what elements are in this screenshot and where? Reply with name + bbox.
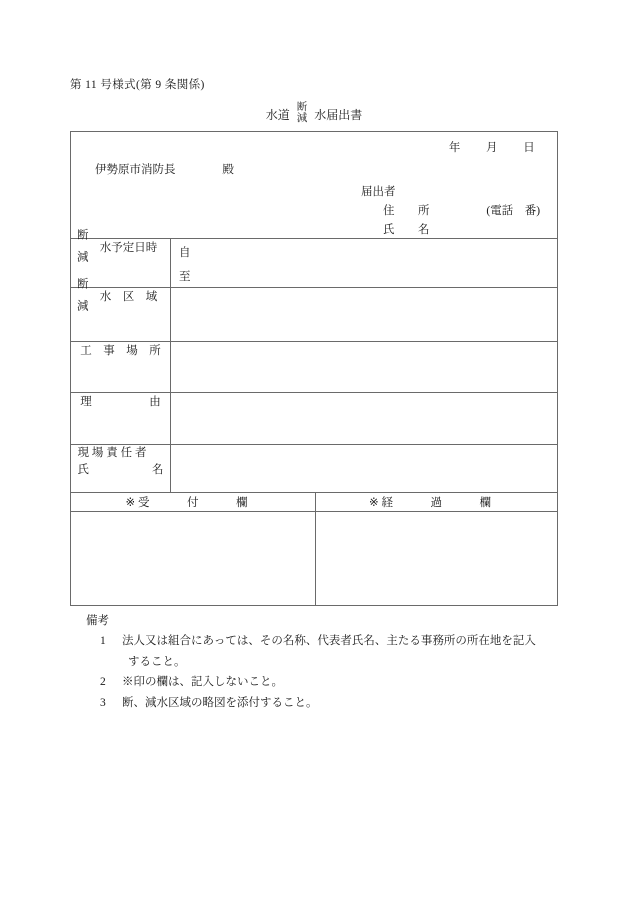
title-stack-bottom: 減 bbox=[296, 112, 308, 124]
table-row-reason bbox=[71, 393, 558, 445]
official-use-table bbox=[70, 492, 558, 606]
receipt-column-header bbox=[71, 493, 316, 512]
supervisor-label-block bbox=[78, 445, 164, 478]
label-cell-worksite bbox=[71, 342, 171, 393]
document-title bbox=[70, 102, 558, 123]
applicant-label: 届出者 bbox=[361, 186, 396, 198]
official-use-header-row bbox=[71, 493, 558, 512]
date-day-label: 日 bbox=[523, 142, 535, 154]
label-cell-area bbox=[71, 278, 171, 342]
applicant-block bbox=[361, 183, 540, 240]
name-label: 氏 名 bbox=[383, 224, 436, 236]
main-form-table bbox=[70, 131, 558, 493]
schedule-from-label: 自 bbox=[179, 247, 191, 259]
reason-label: 理 由 bbox=[80, 396, 161, 408]
table-row-supervisor bbox=[71, 445, 558, 493]
remarks-list bbox=[86, 631, 536, 713]
value-cell-worksite[interactable] bbox=[171, 342, 558, 393]
worksite-label: 工 事 場 所 bbox=[80, 345, 161, 357]
address-label: 住 所 bbox=[383, 205, 436, 217]
table-row-addressee bbox=[71, 132, 558, 239]
date-year-label: 年 bbox=[448, 142, 461, 154]
table-row-worksite bbox=[71, 342, 558, 393]
applicant-address-row bbox=[361, 202, 540, 221]
supervisor-name-label-a: 氏 bbox=[77, 463, 89, 476]
remark-number-3: 3 bbox=[100, 696, 106, 709]
remarks-heading: 備考 bbox=[86, 615, 109, 627]
title-stack-top: 断 bbox=[296, 102, 308, 113]
value-cell-schedule[interactable] bbox=[171, 239, 558, 288]
progress-mark: ※ bbox=[368, 497, 379, 509]
value-cell-supervisor[interactable] bbox=[171, 445, 558, 493]
title-stacked-dan-gen bbox=[297, 103, 308, 124]
table-row-schedule bbox=[71, 239, 558, 288]
addressee-name: 伊勢原市消防長 bbox=[95, 164, 176, 176]
supervisor-label-line1: 現 場 責 任 者 bbox=[77, 447, 147, 459]
addressee-cell bbox=[71, 132, 558, 239]
supervisor-label-line2 bbox=[78, 462, 164, 479]
receipt-header-label: 受 付 欄 bbox=[138, 497, 261, 509]
list-item bbox=[100, 693, 536, 713]
value-cell-reason[interactable] bbox=[171, 393, 558, 445]
phone-label: (電話 番) bbox=[486, 205, 541, 217]
title-suffix: 水届出書 bbox=[314, 108, 363, 123]
schedule-to-label: 至 bbox=[179, 271, 191, 283]
remark-text-1-line1: 法人又は組合にあっては、その名称、代表者氏名、主たる事務所の所在地を記入 bbox=[122, 635, 536, 648]
remark-number-2: 2 bbox=[100, 676, 106, 689]
value-cell-area[interactable] bbox=[171, 288, 558, 342]
official-use-body-row bbox=[71, 512, 558, 606]
schedule-stack-top: 断 bbox=[77, 229, 89, 242]
form-number: 第 11 号様式(第 9 条関係) bbox=[70, 79, 205, 91]
receipt-mark: ※ bbox=[125, 497, 136, 509]
table-row-area bbox=[71, 288, 558, 342]
remarks-section bbox=[86, 611, 536, 713]
progress-column-header bbox=[316, 493, 558, 512]
area-label-stack bbox=[77, 274, 89, 319]
progress-entry-area[interactable] bbox=[316, 512, 558, 606]
label-cell-reason bbox=[71, 393, 171, 445]
receipt-entry-area[interactable] bbox=[71, 512, 316, 606]
area-stack-bottom: 減 bbox=[77, 301, 89, 313]
remark-text-2-line1: ※印の欄は、記入しないこと。 bbox=[122, 676, 283, 689]
list-item bbox=[100, 631, 536, 672]
schedule-stack-bottom: 減 bbox=[77, 252, 89, 264]
remark-text-3-line1: 断、減水区域の略図を添付すること。 bbox=[122, 696, 318, 709]
date-line bbox=[449, 139, 535, 155]
remark-text-1-line2: すること。 bbox=[128, 655, 186, 668]
schedule-label-main: 水予定日時 bbox=[99, 242, 158, 254]
area-label-main: 水 区 域 bbox=[99, 291, 158, 303]
remark-number-1: 1 bbox=[100, 635, 106, 648]
list-item bbox=[100, 672, 536, 692]
addressee-line bbox=[95, 161, 234, 177]
addressee-honorific: 殿 bbox=[222, 164, 234, 176]
area-stack-top: 断 bbox=[77, 278, 89, 291]
applicant-name-row bbox=[361, 221, 540, 240]
schedule-label-stack bbox=[77, 225, 89, 270]
title-prefix: 水道 bbox=[265, 108, 290, 123]
progress-header-label: 経 過 欄 bbox=[381, 497, 504, 509]
label-cell-supervisor bbox=[71, 445, 171, 493]
supervisor-name-label-b: 名 bbox=[152, 463, 164, 476]
date-month-label: 月 bbox=[486, 142, 498, 154]
